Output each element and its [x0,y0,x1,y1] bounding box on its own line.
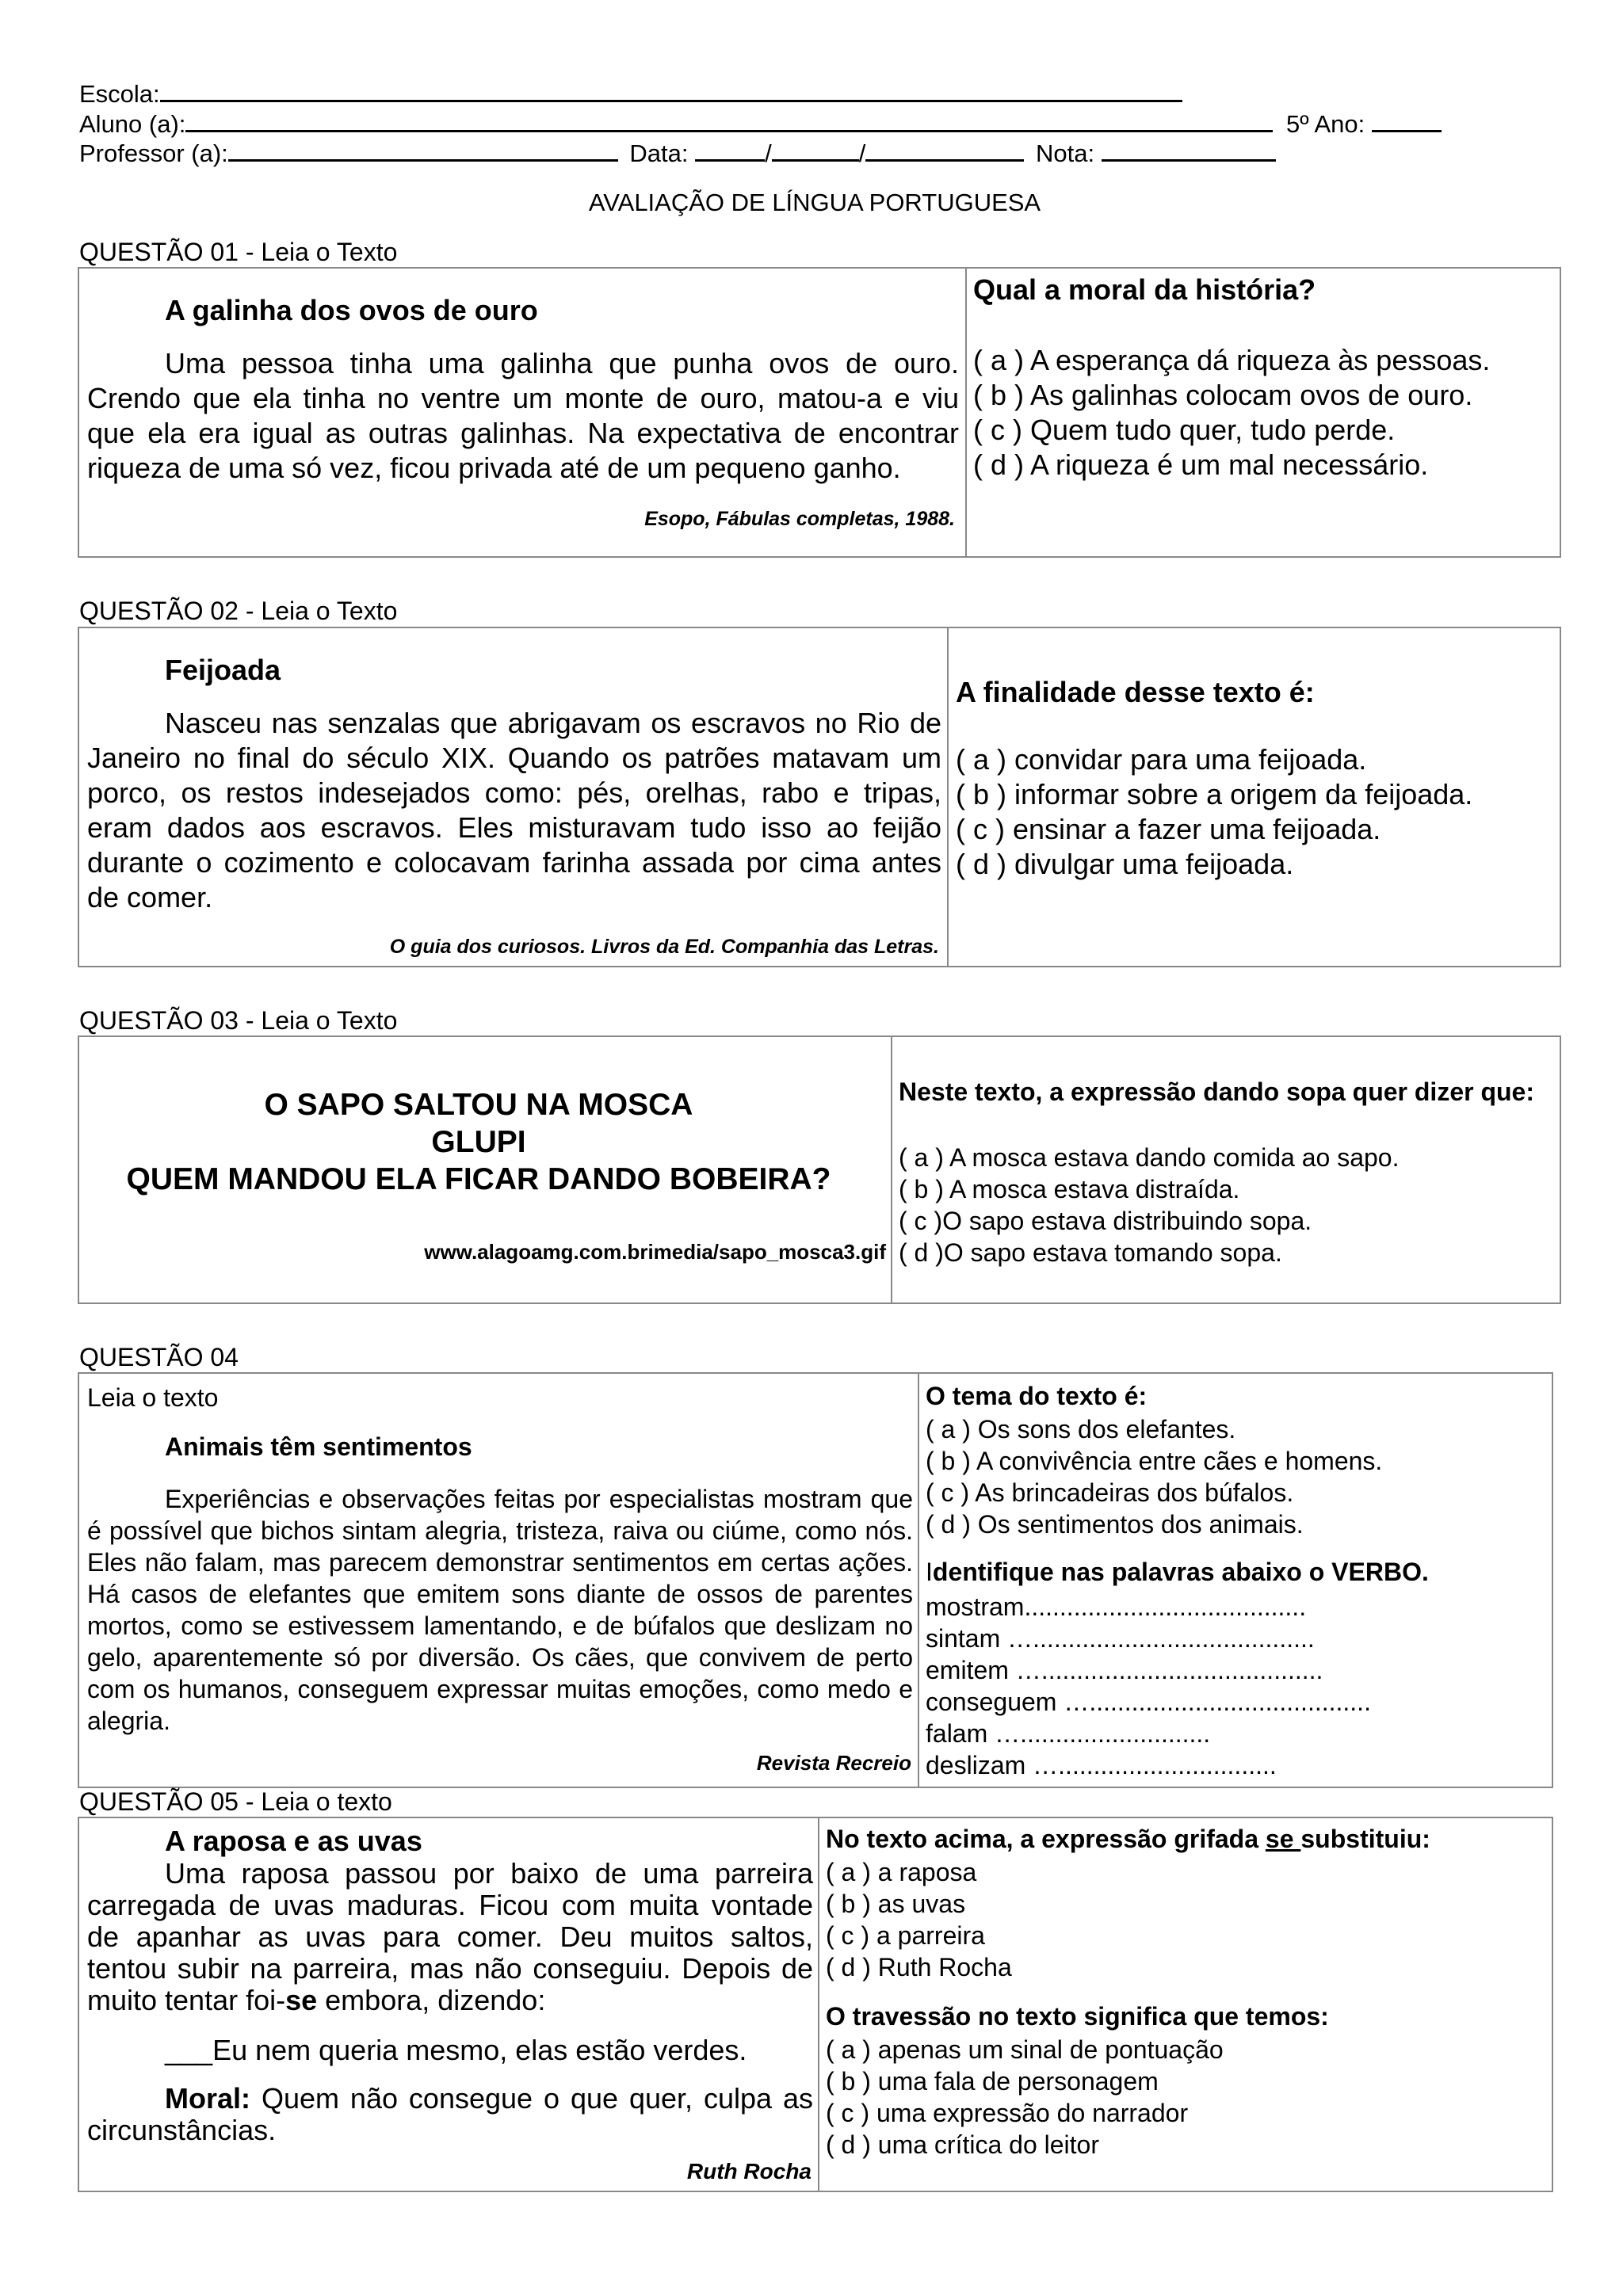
date-slash: / [765,139,772,167]
q4-question2-rest: dentifique nas palavras abaixo o VERBO. [932,1558,1429,1586]
q3-poem-line-2: GLUPI [431,1125,526,1159]
data-year-field[interactable] [865,139,1024,162]
professor-field[interactable] [228,139,618,162]
q5-text-after: embora, dizendo: [317,1984,546,2016]
q4-verb-4[interactable]: conseguem …........................................ [926,1688,1371,1716]
q5-option2-a[interactable]: ( a ) apenas um sinal de pontuação [826,2035,1224,2064]
q4-verb-6[interactable]: deslizam …............................... [926,1751,1277,1779]
q3-box [78,1035,1561,1304]
q5-moral-text: Quem não consegue o que quer, culpa as circunstâncias. [87,2082,813,2146]
q5-box [78,1817,1553,2192]
q2-option-b[interactable]: ( b ) informar sobre a origem da feijoada. [956,778,1473,810]
q1-label: QUESTÃO 01 - Leia o Texto [79,238,398,266]
q5-option2-c[interactable]: ( c ) uma expressão do narrador [826,2099,1189,2127]
q4-question2-first: I [926,1558,933,1586]
q3-option-c[interactable]: ( c )O sapo estava distribuindo sopa. [899,1207,1312,1235]
aluno-line [79,109,1442,139]
escola-label: Escola: [79,80,160,108]
q2-text [87,706,941,915]
q3-option-b[interactable]: ( b ) A mosca estava distraída. [899,1175,1240,1203]
q1-option-b[interactable]: ( b ) As galinhas colocam ovos de ouro. [973,379,1473,411]
q1-option-c[interactable]: ( c ) Quem tudo quer, tudo perde. [973,414,1396,446]
q5-text-bold: se [285,1984,318,2016]
professor-line [79,139,1276,168]
q5-text-before: Uma raposa passou por baixo de uma parreira carregada de uvas maduras. Ficou com muita vontade de apanhar as uvas para comer. Deu muitos saltos, tentou subir na parreira, mas não conseguiu. Depois de muito tentar foi- [87,1857,813,2016]
q5-option2-b[interactable]: ( b ) uma fala de personagem [826,2067,1159,2096]
q5-question1-before: No texto acima, a expressão grifada [826,1825,1266,1853]
q3-label: QUESTÃO 03 - Leia o Texto [79,1006,398,1035]
nota-label: Nota: [1036,139,1095,167]
aluno-label: Aluno (a): [79,110,186,138]
q2-label: QUESTÃO 02 - Leia o Texto [79,597,398,625]
q1-options [973,343,1490,482]
q5-question1-underlined: se [1265,1825,1301,1853]
q5-options2 [826,2034,1224,2161]
data-month-field[interactable] [772,139,859,162]
q1-source: Esopo, Fábulas completas, 1988. [644,508,955,530]
date-slash: / [858,139,866,167]
q2-option-d[interactable]: ( d ) divulgar uma feijoada. [956,848,1294,880]
q5-question1-after: substituiu: [1300,1825,1430,1853]
q4-label: QUESTÃO 04 [79,1343,239,1371]
q2-box [78,627,1561,967]
aluno-field[interactable] [185,109,1273,132]
q4-verb-2[interactable]: sintam …........................................ [926,1624,1315,1653]
q3-poem [79,1086,891,1198]
q5-option1-a[interactable]: ( a ) a raposa [826,1858,977,1886]
q5-moral-label: Moral: [165,2082,250,2115]
nota-field[interactable] [1102,139,1276,162]
q2-source: O guia dos curiosos. Livros da Ed. Companhia das Letras. [389,936,939,958]
q2-text-title: Feijoada [165,654,281,686]
professor-label: Professor (a): [79,139,228,167]
q3-options [899,1142,1399,1268]
q5-source: Ruth Rocha [686,2159,812,2183]
q2-question: A finalidade desse texto é: [956,676,1315,708]
q3-poem-line-3: QUEM MANDOU ELA FICAR DANDO BOBEIRA? [126,1162,831,1196]
q2-option-a[interactable]: ( a ) convidar para uma feijoada. [956,743,1367,776]
q2-text-body: Nasceu nas senzalas que abrigavam os escravos no Rio de Janeiro no final do século XIX. Quando os patrões matavam um porco, os restos indesejados como: pés, orelhas, rabo e tripas, eram dados aos escravos. Eles misturavam tudo isso ao feijão durante o cozimento e colocavam farinha assada por cima antes de comer. [87,707,941,913]
q4-box [78,1372,1553,1788]
q4-text-body: Experiências e observações feitas por especialistas mostram que é possível que bichos sintam alegria, tristeza, raiva ou ciúme, como nós. Eles não falam, mas parecem demonstrar sentimentos em certas ações. Há casos de elefantes que emitem sons diante de ossos de parentes mortos, como se estivessem lamentando, e de búfalos que deslizam no gelo, aparentemente só por diversão. Os cães, que convivem de perto com os humanos, conseguem expressar muitas emoções, como medo e alegria. [87,1485,913,1735]
q4-question2 [926,1558,1429,1587]
q5-text [87,1858,813,2016]
q4-intro: Leia o texto [87,1383,219,1412]
q4-option-d[interactable]: ( d ) Os sentimentos dos animais. [926,1510,1304,1539]
q3-option-a[interactable]: ( a ) A mosca estava dando comida ao sapo. [899,1143,1400,1172]
q5-option2-d[interactable]: ( d ) uma crítica do leitor [826,2130,1099,2159]
q4-text-title: Animais têm sentimentos [165,1432,472,1461]
q4-source: Revista Recreio [756,1751,911,1775]
q5-dialogue: ___Eu nem queria mesmo, elas estão verdes. [165,2034,747,2066]
q4-verbs [926,1591,1371,1781]
q4-text [87,1483,913,1737]
q5-option1-b[interactable]: ( b ) as uvas [826,1890,966,1918]
q3-poem-line-1: O SAPO SALTOU NA MOSCA [264,1088,693,1122]
q5-label: QUESTÃO 05 - Leia o texto [79,1787,392,1816]
data-day-field[interactable] [695,139,765,162]
q4-question: O tema do texto é: [926,1382,1148,1410]
q1-option-a[interactable]: ( a ) A esperança dá riqueza às pessoas. [973,344,1491,376]
q3-source: www.alagoamg.com.brimedia/sapo_mosca3.gif [424,1240,886,1264]
escola-field[interactable] [160,79,1182,102]
ano-label: 5º Ano: [1286,110,1365,138]
q4-option-b[interactable]: ( b ) A convivência entre cães e homens. [926,1447,1383,1475]
q4-option-a[interactable]: ( a ) Os sons dos elefantes. [926,1415,1236,1444]
q1-text-title: A galinha dos ovos de ouro [165,294,538,326]
q1-question: Qual a moral da história? [973,273,1316,306]
q5-options1 [826,1856,1012,1983]
q2-option-c[interactable]: ( c ) ensinar a fazer uma feijoada. [956,813,1381,845]
q4-verb-1[interactable]: mostram........................................ [926,1592,1307,1621]
q1-text-body: Uma pessoa tinha uma galinha que punha ovos de ouro. Crendo que ela tinha no ventre um monte de ouro, matou-a e viu que ela era igual as outras galinhas. Na expectativa de encontrar riqueza de uma só vez, ficou privada até de um pequeno ganho. [87,347,959,484]
q4-options [926,1413,1382,1540]
escola-line [79,79,1182,109]
data-label: Data: [629,139,689,167]
q3-question: Neste texto, a expressão dando sopa quer dizer que: [899,1077,1534,1106]
ano-field[interactable] [1372,109,1442,132]
q5-text-title: A raposa e as uvas [165,1825,422,1857]
page-title: AVALIAÇÃO DE LÍNGUA PORTUGUESA [588,189,1041,216]
q1-text [87,346,959,486]
q1-option-d[interactable]: ( d ) A riqueza é um mal necessário. [973,448,1429,481]
q5-option1-c[interactable]: ( c ) a parreira [826,1921,985,1950]
q2-options [956,742,1472,882]
q1-box [78,267,1561,558]
q5-question2: O travessão no texto significa que temos: [826,2002,1329,2031]
q3-option-d[interactable]: ( d )O sapo estava tomando sopa. [899,1238,1282,1267]
q4-verb-5[interactable]: falam …........................... [926,1719,1211,1748]
q4-verb-3[interactable]: emitem …........................................ [926,1656,1323,1684]
q5-question1 [826,1825,1430,1854]
q4-option-c[interactable]: ( c ) As brincadeiras dos búfalos. [926,1478,1294,1507]
q5-moral [87,2083,813,2146]
q5-option1-d[interactable]: ( d ) Ruth Rocha [826,1953,1012,1981]
